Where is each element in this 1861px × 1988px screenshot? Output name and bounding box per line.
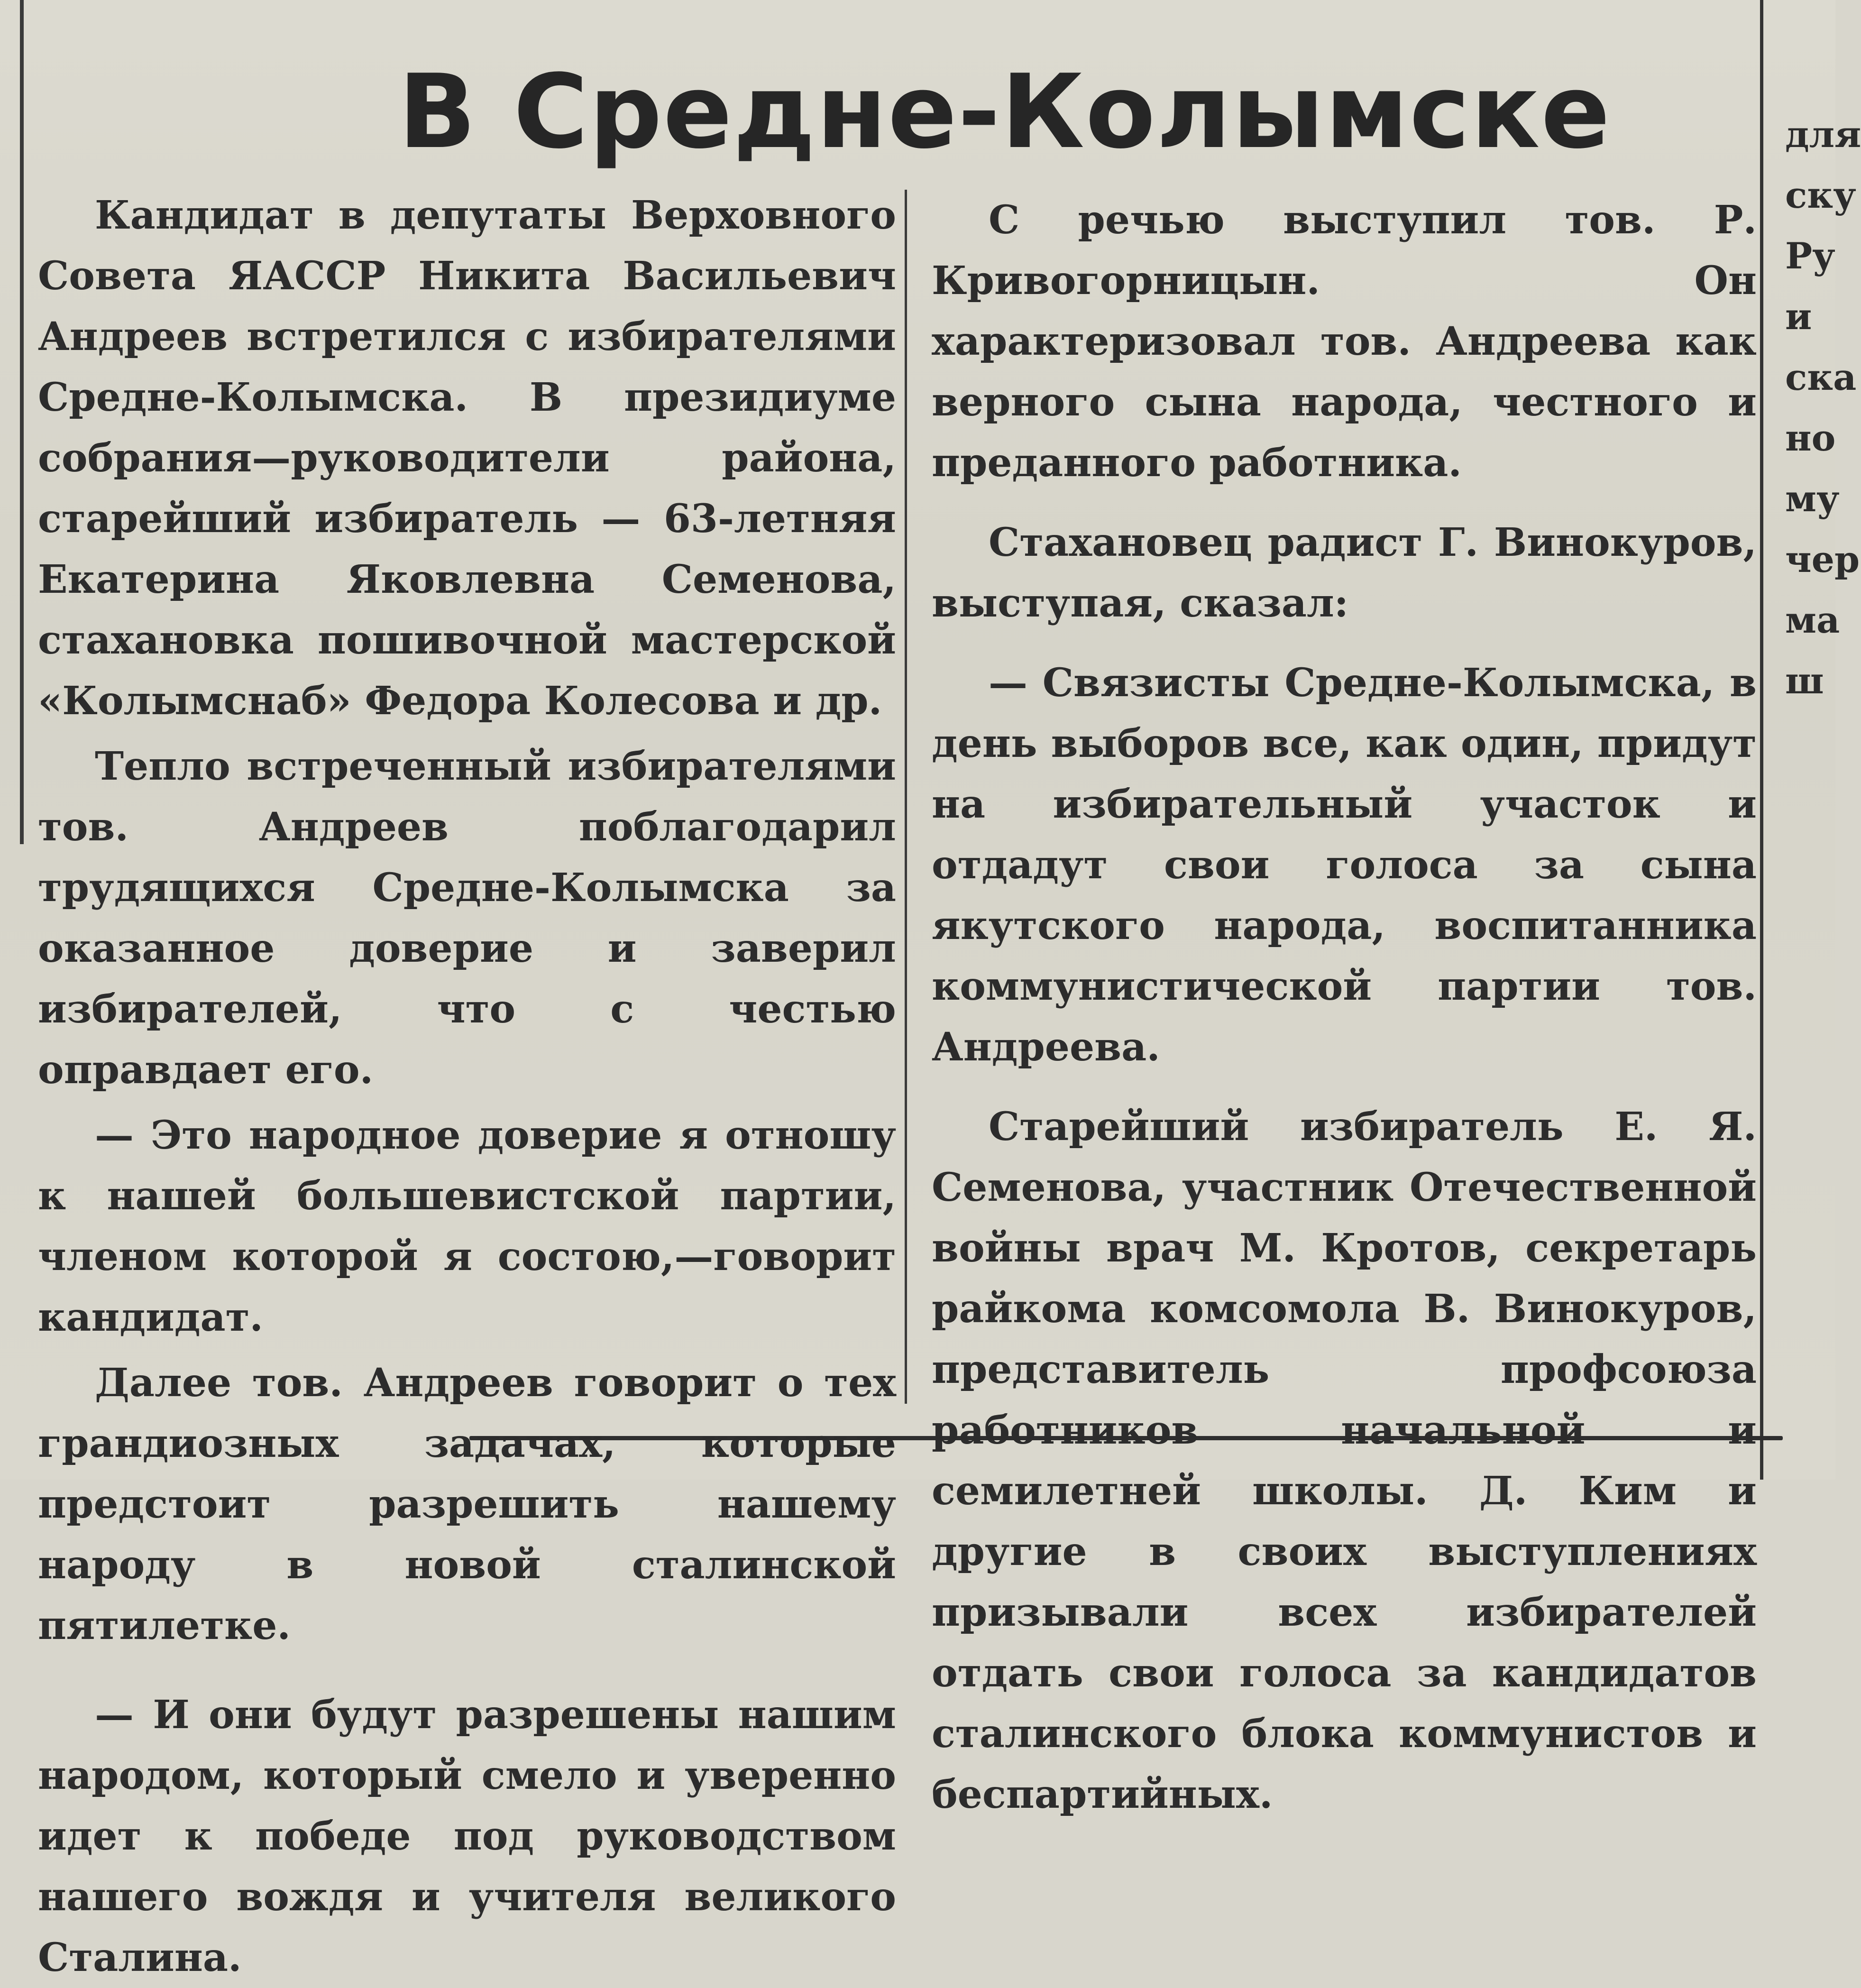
edge-text: ма [1785, 599, 1840, 641]
paragraph: Старейший избиратель Е. Я. Семенова, участник Отечественной войны врач М. Кротов, секретарь райкома комсомола В. Винокуров, представитель профсоюза работников начальной и семилетней школы. Д. Ким и другие в своих выступлениях призывали всех избирателей отдать свои голоса за кандидатов сталинского блока коммунистов и беспартийных. [932, 1104, 1757, 1817]
right-column [932, 190, 1757, 1825]
adjacent-column-fragment [1785, 104, 1861, 711]
edge-text: и [1785, 295, 1812, 338]
center-column-rule [905, 190, 907, 1404]
edge-text: му [1785, 478, 1840, 520]
edge-text: чер [1785, 538, 1860, 580]
left-column [38, 185, 896, 1988]
paragraph: Далее тов. Андреев говорит о тех грандиозных задачах, которые предстоит разрешить нашему народу в новой сталинской пятилетке. [38, 1360, 896, 1648]
paragraph: — И они будут разрешены нашим народом, который смело и уверенно идет к победе под руководством нашего вождя и учителя великого Сталина. [38, 1692, 896, 1980]
article-headline: В Средне-Колымске [398, 52, 1611, 171]
paragraph: Кандидат в депутаты Верховного Совета ЯАССР Никита Васильевич Андреев встретился с избирателями Средне-Колымска. В президиуме собрания—руководители района, старейший избиратель — 63-летняя Екатерина Яковлевна Семенова, стахановка пошивочной мастерской «Колымснаб» Федора Колесова и др. [38, 193, 896, 724]
paragraph: Стахановец радист Г. Винокуров, выступая, сказал: [932, 520, 1757, 626]
right-column-rule [1760, 0, 1763, 1480]
paragraph: С речью выступил тов. Р. Кривогорницын. Он характеризовал тов. Андреева как верного сына народа, честного и преданного работника. [932, 197, 1757, 486]
edge-text: но [1785, 417, 1836, 459]
edge-text: ску [1785, 174, 1856, 216]
paragraph: Тепло встреченный избирателями тов. Андреев поблагодарил трудящихся Средне-Колымска за оказанное доверие и заверил избирателей, что с честью оправдает его. [38, 744, 896, 1093]
left-column-rule [20, 0, 24, 844]
edge-text: ш [1785, 660, 1824, 702]
edge-text: ска [1785, 356, 1857, 398]
paragraph: — Связисты Средне-Колымска, в день выборов все, как один, придут на избирательный участок и отдадут свои голоса за сына якутского народа, воспитанника коммунистической партии тов. Андреева. [932, 660, 1757, 1070]
edge-text: для [1785, 113, 1861, 156]
edge-text: Ру [1785, 235, 1835, 277]
paragraph: — Это народное доверие я отношу к нашей большевистской партии, членом которой я состою,—говорит кандидат. [38, 1113, 896, 1340]
